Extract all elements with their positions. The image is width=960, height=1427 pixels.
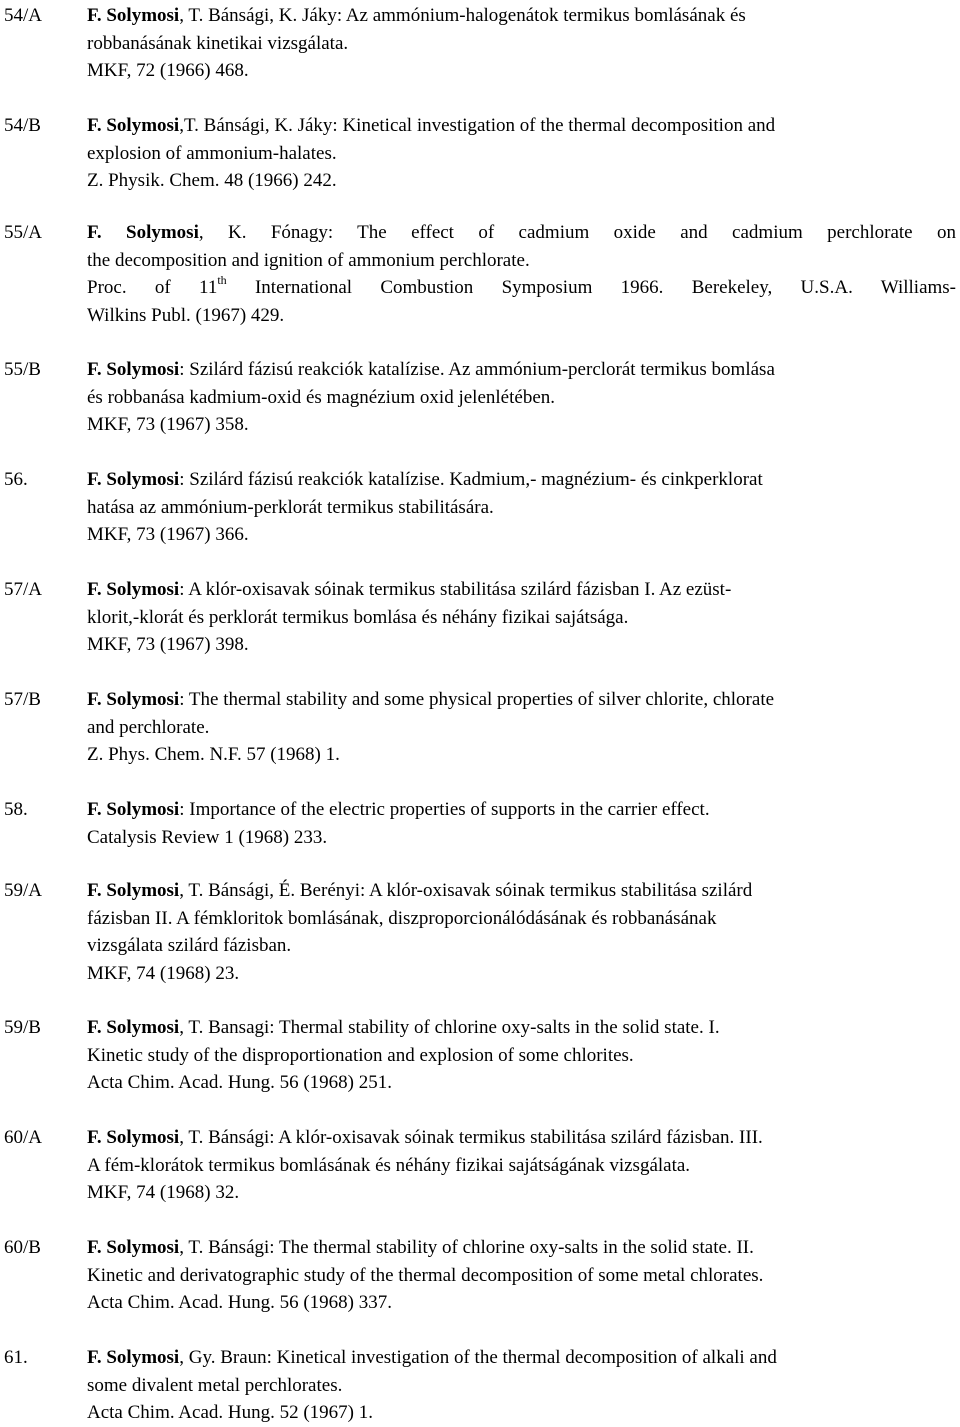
reference-text: , T. Bánsági, K. Jáky: Az ammónium-halogenátok termikus bomlásának és	[179, 5, 746, 26]
ordinal-superscript: th	[217, 273, 227, 287]
reference-line	[87, 714, 956, 742]
reference-line	[87, 1289, 956, 1317]
reference-line	[87, 411, 956, 439]
reference-number: 59/A	[4, 880, 42, 901]
reference-number: 54/A	[4, 5, 42, 26]
reference-text: and perchlorate.	[87, 716, 210, 738]
reference-text: MKF, 73 (1967) 358.	[87, 414, 249, 435]
author-name: F. Solymosi	[87, 469, 180, 490]
reference-text: Wilkins Publ. (1967) 429.	[87, 304, 285, 326]
reference-line	[87, 302, 956, 330]
reference-text: Proc. of 11	[87, 277, 218, 298]
reference-number: 61.	[4, 1347, 28, 1368]
reference-line	[87, 494, 956, 522]
reference-text: , Gy. Braun: Kinetical investigation of the thermal decomposition of alkali and	[179, 1347, 777, 1368]
author-name: F. Solymosi	[87, 579, 180, 600]
author-name: F. Solymosi	[87, 1237, 180, 1258]
reference-text: : A klór-oxisavak sóinak termikus stabilitása szilárd fázisban I. Az ezüst-	[179, 579, 732, 600]
reference-line	[87, 30, 956, 58]
reference-line	[87, 57, 956, 85]
reference-line	[87, 824, 956, 852]
reference-text: , T. Bánsági: The thermal stability of chlorine oxy-salts in the solid state. II.	[179, 1237, 754, 1258]
reference-line	[87, 905, 956, 933]
reference-text: , K. Fónagy: The effect of cadmium oxide and cadmium perchlorate on	[198, 222, 956, 243]
reference-line	[87, 576, 956, 604]
author-name: F. Solymosi	[87, 1017, 180, 1038]
author-name: F. Solymosi	[87, 359, 180, 380]
author-name: F. Solymosi	[87, 222, 199, 243]
reference-line	[87, 1069, 956, 1097]
reference-text: ,T. Bánsági, K. Jáky: Kinetical investigation of the thermal decomposition and	[179, 115, 776, 136]
author-name: F. Solymosi	[87, 799, 180, 820]
reference-text: : Szilárd fázisú reakciók katalízise. Kadmium,- magnézium- és cinkperklorat	[179, 469, 763, 490]
reference-text: Acta Chim. Acad. Hung. 56 (1968) 337.	[87, 1292, 393, 1313]
reference-line	[87, 1042, 956, 1070]
reference-number: 60/B	[4, 1237, 41, 1258]
reference-line	[87, 466, 956, 494]
author-name: F. Solymosi	[87, 115, 180, 136]
reference-line	[87, 1124, 956, 1152]
reference-body	[87, 2, 956, 85]
reference-text: , T. Bánsági, É. Berényi: A klór-oxisavak sóinak termikus stabilitása szilárd	[179, 880, 753, 901]
reference-line	[87, 796, 956, 824]
reference-text: the decomposition and ignition of ammonium perchlorate.	[87, 249, 530, 271]
reference-line	[87, 1344, 956, 1372]
reference-text: , T. Bansagi: Thermal stability of chlorine oxy-salts in the solid state. I.	[179, 1017, 720, 1038]
reference-body	[87, 219, 956, 329]
reference-line	[87, 274, 956, 302]
author-name: F. Solymosi	[87, 1347, 180, 1368]
reference-body	[87, 1344, 956, 1427]
reference-text: Z. Physik. Chem. 48 (1966) 242.	[87, 170, 337, 191]
reference-number: 56.	[4, 469, 28, 490]
reference-text: MKF, 73 (1967) 398.	[87, 634, 249, 655]
author-name: F. Solymosi	[87, 5, 180, 26]
reference-line	[87, 1014, 956, 1042]
reference-text: Catalysis Review 1 (1968) 233.	[87, 826, 328, 848]
reference-text: hatása az ammónium-perklorát termikus stabilitására.	[87, 496, 494, 518]
reference-text: robbanásának kinetikai vizsgálata.	[87, 32, 349, 54]
reference-text: Acta Chim. Acad. Hung. 52 (1967) 1.	[87, 1402, 374, 1423]
reference-number: 55/A	[4, 222, 42, 243]
reference-text: fázisban II. A fémkloritok bomlásának, diszproporcionálódásának és robbanásának	[87, 907, 717, 929]
reference-line	[87, 2, 956, 30]
reference-body	[87, 686, 956, 769]
reference-text: International Combustion Symposium 1966. Berekeley, U.S.A. Williams-	[226, 277, 957, 298]
reference-line	[87, 604, 956, 632]
reference-line	[87, 631, 956, 659]
reference-text: : The thermal stability and some physical properties of silver chlorite, chlorate	[179, 689, 775, 710]
reference-text: MKF, 72 (1966) 468.	[87, 60, 249, 81]
reference-text: és robbanása kadmium-oxid és magnézium oxid jelenlétében.	[87, 386, 555, 408]
reference-line	[87, 741, 956, 769]
reference-body	[87, 796, 956, 851]
reference-body	[87, 1234, 956, 1317]
reference-body	[87, 576, 956, 659]
reference-text: klorit,-klorát és perklorát termikus bomlása és néhány fizikai sajátsága.	[87, 606, 629, 628]
reference-text: , T. Bánsági: A klór-oxisavak sóinak termikus stabilitása szilárd fázisban. III.	[179, 1127, 763, 1148]
reference-text: : Szilárd fázisú reakciók katalízise. Az ammónium-perclorát termikus bomlása	[179, 359, 775, 380]
reference-line	[87, 1399, 956, 1427]
reference-text: MKF, 74 (1968) 23.	[87, 962, 240, 984]
author-name: F. Solymosi	[87, 689, 180, 710]
reference-line	[87, 877, 956, 905]
reference-number: 55/B	[4, 359, 41, 380]
reference-text: Kinetic study of the disproportionation and explosion of some chlorites.	[87, 1044, 634, 1066]
reference-line	[87, 219, 956, 247]
reference-line	[87, 247, 956, 275]
reference-line	[87, 167, 956, 195]
reference-body	[87, 877, 956, 987]
reference-body	[87, 356, 956, 439]
reference-text: MKF, 74 (1968) 32.	[87, 1182, 240, 1203]
author-name: F. Solymosi	[87, 1127, 180, 1148]
reference-number: 58.	[4, 799, 28, 820]
reference-line	[87, 960, 956, 988]
reference-number: 60/A	[4, 1127, 42, 1148]
reference-body	[87, 466, 956, 549]
reference-body	[87, 112, 956, 195]
reference-number: 54/B	[4, 115, 41, 136]
reference-line	[87, 1234, 956, 1262]
reference-line	[87, 384, 956, 412]
reference-line	[87, 932, 956, 960]
reference-body	[87, 1124, 956, 1207]
reference-text: some divalent metal perchlorates.	[87, 1374, 343, 1396]
reference-text: Z. Phys. Chem. N.F. 57 (1968) 1.	[87, 744, 340, 765]
reference-text: Acta Chim. Acad. Hung. 56 (1968) 251.	[87, 1072, 393, 1093]
reference-number: 57/B	[4, 689, 41, 710]
reference-number: 59/B	[4, 1017, 41, 1038]
reference-text: Kinetic and derivatographic study of the thermal decomposition of some metal chlorates.	[87, 1264, 764, 1286]
reference-line	[87, 140, 956, 168]
author-name: F. Solymosi	[87, 880, 180, 901]
reference-line	[87, 1372, 956, 1400]
reference-line	[87, 112, 956, 140]
reference-number: 57/A	[4, 579, 42, 600]
reference-body	[87, 1014, 956, 1097]
reference-line	[87, 1179, 956, 1207]
reference-line	[87, 356, 956, 384]
reference-text: MKF, 73 (1967) 366.	[87, 524, 249, 545]
reference-line	[87, 521, 956, 549]
reference-text: vizsgálata szilárd fázisban.	[87, 935, 292, 956]
reference-text: explosion of ammonium-halates.	[87, 142, 337, 164]
reference-text: : Importance of the electric properties of supports in the carrier effect.	[179, 799, 710, 820]
reference-text: A fém-klorátok termikus bomlásának és néhány fizikai sajátságának vizsgálata.	[87, 1154, 691, 1176]
reference-line	[87, 1152, 956, 1180]
reference-line	[87, 686, 956, 714]
reference-line	[87, 1262, 956, 1290]
